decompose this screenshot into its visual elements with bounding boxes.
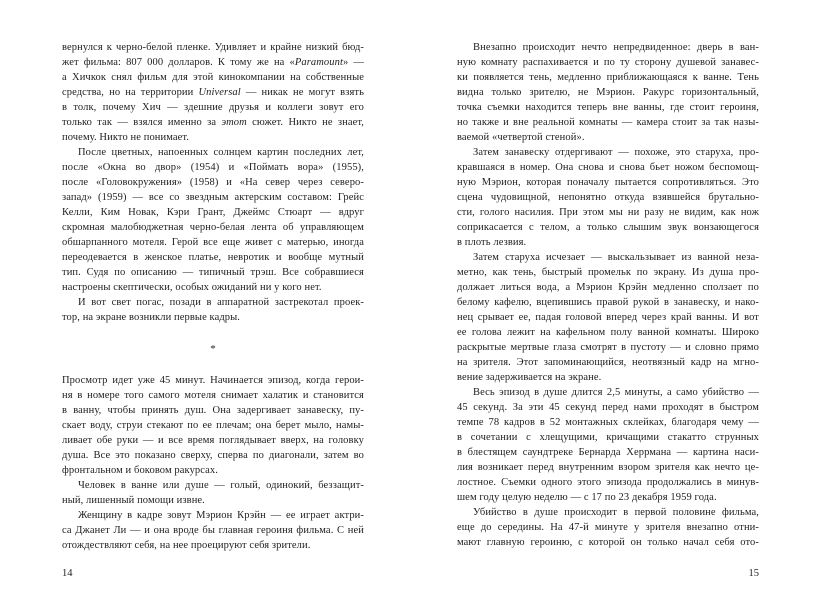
text-line: ня в номере того самого мотеля снимает халатик и становится	[62, 390, 364, 401]
text-line: видна только зрителю, не Мэрион. Ракурс горизонтальный,	[457, 87, 759, 98]
text-line: Затем занавеску отдергивают — похоже, это старуха, про-	[473, 147, 759, 158]
text-line: лия возникает перед внутренним взором зрителя как нечто це-	[457, 462, 759, 473]
text-line: 45 секунд. За эти 45 секунд перед нами проходят в быстром	[457, 402, 759, 413]
text-line: жет фильма: 807 000 долларов. К тому же на «Paramount» —	[62, 57, 364, 68]
text-line: вение задерживается на экране.	[457, 372, 602, 383]
paragraph	[457, 40, 759, 145]
text-line: ную Мэрион, которая поначалу пытается сопротивляться. Это	[457, 177, 759, 188]
paragraph	[62, 478, 364, 508]
text-line: в блестящем саундтреке Бернарда Херрмана — картина наси-	[457, 447, 759, 458]
text-line: скромная малобюджетная черно-белая лента об управляющем	[62, 222, 364, 233]
text-line: настроены скептически, особых ожиданий ни у кого нет.	[62, 282, 322, 293]
text-line: отождествляют себя, на нее проецируют себя зрители.	[62, 540, 311, 551]
paragraph	[457, 145, 759, 250]
text-line: тип. Судя по описанию — типичный трэш. Все собравшиеся	[62, 267, 364, 278]
text-line: средства, но на территории Universal — никак не могут взять	[62, 87, 364, 98]
text-line: Весь эпизод в душе длится 2,5 минуты, а само убийство —	[473, 387, 759, 398]
text-line: Убийство в душе происходит в первой половине фильма,	[473, 507, 759, 518]
text-line: после «Окна во двор» (1954) и «Поймать вора» (1955),	[62, 162, 364, 173]
text-line: темпе 78 кадров в 52 монтажных склейках, благодаря чему —	[457, 417, 759, 428]
paragraph	[457, 505, 759, 550]
paragraph	[62, 295, 364, 325]
paragraph	[62, 508, 364, 553]
text-line: Женщину в кадре зовут Мэрион Крэйн — ее играет актри-	[78, 510, 364, 521]
text-line: вернулся к черно-белой пленке. Удивляет и крайне низкий бюд-	[62, 42, 364, 53]
text-line: еще до середины. На 47-й минуте у зрителя внезапно отни-	[457, 522, 759, 533]
text-line: в толк, почему Хич — здешние друзья и коллеги зовут его	[62, 102, 364, 113]
paragraph	[62, 40, 364, 145]
text-line: Человек в ванне или душе — голый, одинокий, беззащит-	[78, 480, 364, 491]
text-line: ее голова лежит на кафельном полу ванной комнаты. Широко	[457, 327, 759, 338]
text-line: са Джанет Ли — и она вроде бы главная героиня фильма. С ней	[62, 525, 364, 536]
text-line: белому кафелю, вцепившись правой рукой в занавеску, и нако-	[457, 297, 759, 308]
text-line: сти, голого насилия. При этом мы ни разу не видим, как нож	[457, 207, 759, 218]
page-number-right: 15	[748, 568, 759, 579]
text-line: почему. Никто не понимает.	[62, 132, 190, 143]
text-line: только так — взялся именно за этот сюжет. Никто не знает,	[62, 117, 364, 128]
text-line: шем году целую неделю — с 17 по 23 декабря 1959 года.	[457, 492, 717, 503]
text-line: Затем старуха исчезает — выскальзывает из ванной неза-	[473, 252, 759, 263]
text-line: точка съемки находится теперь вне ванны, где стоит героиня,	[457, 102, 759, 113]
text-line: в сочетании с хлещущими, кричащими стакатто струнных	[457, 432, 759, 443]
text-line: ливает обе руки — и все время поглядывает вверх, на головку	[62, 435, 364, 446]
section-separator: *	[210, 343, 216, 355]
text-line: После цветных, напоенных солнцем картин последних лет,	[78, 147, 364, 158]
text-line: в ванну, чтобы принять душ. Она задергивает занавеску, пу-	[62, 405, 364, 416]
left-page	[62, 40, 364, 553]
text-line: ный, лишенный помощи извне.	[62, 495, 205, 506]
text-line: Просмотр идет уже 45 минут. Начинается эпизод, когда герои-	[62, 375, 364, 386]
paragraph	[457, 250, 759, 385]
page-number-left: 14	[62, 568, 73, 579]
text-line: запад» (1959) — все со звездным актерским составом: Грейс	[62, 192, 364, 203]
text-line: мают главную героиню, с которой он только начал себя ото-	[457, 537, 759, 548]
text-line: должает литься вода, а Мэрион Крэйн медленно сползает по	[457, 282, 759, 293]
text-line: на зрителя. Этот запоминающийся, неотвязный кадр на мгно-	[457, 357, 759, 368]
text-line: фронтальном и боковом ракурсах.	[62, 465, 219, 476]
text-line: переодевается в женское платье, невротик и вообще мутный	[62, 252, 364, 263]
text-line: а Хичкок снял фильм для этой кинокомпании на собственные	[62, 72, 364, 83]
text-line: в плоть лезвия.	[457, 237, 527, 248]
text-line: сцена чудовищной, непонятно откуда взявшейся брутально-	[457, 192, 759, 203]
text-line: соприкасается с телом, а только слышим звук вонзающегося	[457, 222, 759, 233]
paragraph	[457, 385, 759, 505]
text-line: тор, на экране возникли первые кадры.	[62, 312, 241, 323]
text-line: метно, как тень, быстрый промельк по экрану. Из душа про-	[457, 267, 759, 278]
text-line: обшарпанного мотеля. Герой все еще живет с матерью, иногда	[62, 237, 364, 248]
right-page	[457, 40, 759, 550]
text-line: ваемой «четвертой стеной».	[457, 132, 585, 143]
text-line: Внезапно происходит нечто непредвиденное: дверь в ван-	[473, 42, 759, 53]
text-line: кравшаяся в номер. Она снова и снова бьет ножом беспомощ-	[457, 162, 759, 173]
paragraph	[62, 145, 364, 295]
text-line: Келли, Ким Новак, Кэри Грант, Джеймс Стюарт — вдруг	[62, 207, 364, 218]
text-line: лостное. Съемки одного этого эпизода продолжались в минув-	[457, 477, 759, 488]
text-line: после «Головокружения» (1958) и «На север через северо-	[62, 177, 364, 188]
text-line: душа. Все это показано сверху, сперва по диагонали, затем во	[62, 450, 364, 461]
text-line: раскрытые мертвые глаза смотрят в пустоту — и словно прямо	[457, 342, 759, 353]
text-line: ную комнату распахивается и по ту сторону душевой занавес-	[457, 57, 759, 68]
text-line: ки появляется тень, медленно приближающаяся к ванне. Тень	[457, 72, 759, 83]
paragraph	[62, 373, 364, 478]
text-line: И вот свет погас, позади в аппаратной застрекотал проек-	[78, 297, 364, 308]
text-line: нец срывает ее, падая головой вперед через край ванны. И вот	[457, 312, 759, 323]
text-line: скает воду, струи стекают по ее плечам; она берет мыло, намы-	[62, 420, 364, 431]
text-line: но также и вне реальной комнаты — камера стоит за так назы-	[457, 117, 759, 128]
